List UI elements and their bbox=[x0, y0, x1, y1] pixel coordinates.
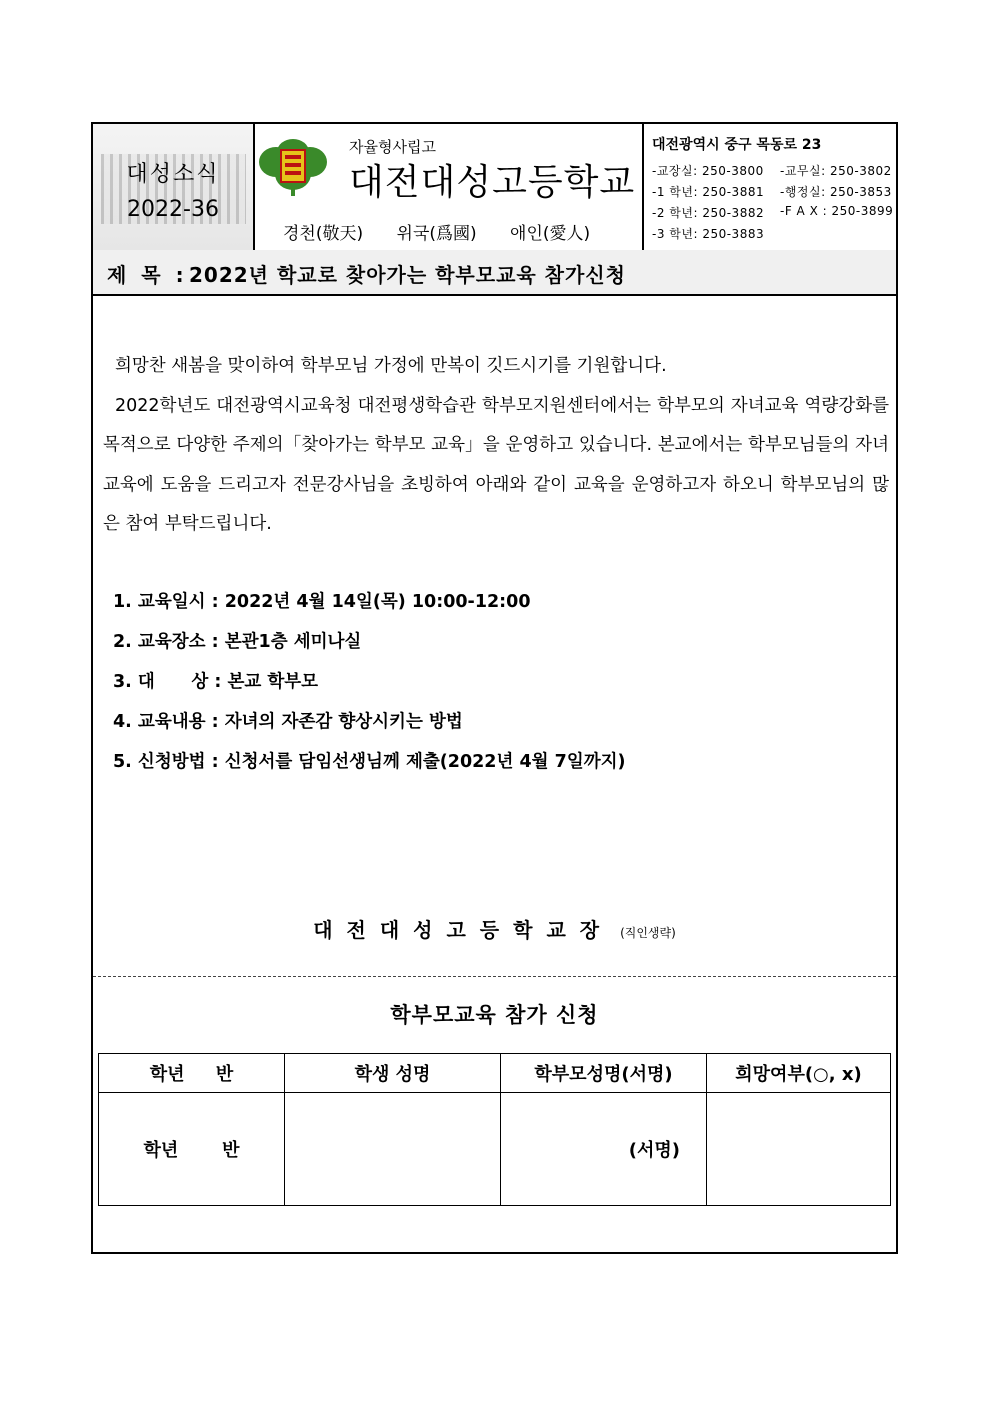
class-cell[interactable]: 학년 반 bbox=[99, 1093, 285, 1206]
motto: 경천(敬天) bbox=[283, 224, 364, 244]
list-item: 5. 신청방법 : 신청서를 담임선생님께 제출(2022년 4월 7일까지) bbox=[113, 752, 626, 772]
col-wish: 희망여부(○, x) bbox=[707, 1054, 891, 1093]
list-item: 2. 교육장소 : 본관1층 세미나실 bbox=[113, 632, 362, 652]
col-class: 학년 반 bbox=[99, 1054, 285, 1093]
school-mottos bbox=[283, 219, 618, 244]
phone-grade2: -2 학년: 250-3882 bbox=[652, 206, 765, 220]
principal-name: 대전대성고등학교장 bbox=[313, 918, 614, 942]
phone-admin: -행정실: 250-3853 bbox=[780, 185, 892, 199]
table-header-row bbox=[99, 1054, 891, 1093]
issue-box bbox=[93, 124, 255, 250]
contact-box bbox=[642, 124, 896, 250]
subject-title: 2022년 학교로 찾아가는 학부모교육 참가신청 bbox=[189, 263, 626, 287]
motto: 위국(爲國) bbox=[396, 224, 477, 244]
letter-header bbox=[93, 124, 896, 252]
phone-teachers-office: -교무실: 250-3802 bbox=[780, 164, 892, 178]
school-name: 대전대성고등학교 bbox=[349, 162, 636, 203]
phone-grade1: -1 학년: 250-3881 bbox=[652, 185, 765, 199]
greeting: 희망찬 새봄을 맞이하여 학부모님 가정에 만복이 깃드시기를 기원합니다. bbox=[115, 356, 667, 376]
col-parent: 학부모성명(서명) bbox=[501, 1054, 707, 1093]
school-subtitle: 자율형사립고 bbox=[349, 138, 436, 156]
body-paragraph: 2022학년도 대전광역시교육청 대전평생학습관 학부모지원센터에서는 학부모의 자녀교육 역량강화를 목적으로 다양한 주제의「찾아가는 학부모 교육」을 운영하고 있습니다. 본교에서는 학부모님들의 자녀교육에 도움을 드리고자 전문강사님을 초빙하여 아래와 같이 교육을 운영하고자 하오니 학부모님의 많은 참여 부탁드립니다. bbox=[103, 395, 889, 534]
seal-note: (직인생략) bbox=[620, 926, 676, 940]
cut-line bbox=[93, 976, 896, 977]
issue-number: 2022-36 bbox=[127, 197, 219, 222]
school-emblem-icon bbox=[257, 138, 329, 198]
phone-principal: -교장실: 250-3800 bbox=[652, 164, 764, 178]
phone-fax: -F A X : 250-3899 bbox=[780, 204, 894, 218]
motto: 애인(愛人) bbox=[510, 224, 591, 244]
list-item: 3. 대 상 : 본교 학부모 bbox=[113, 672, 319, 692]
letter-body bbox=[103, 347, 889, 545]
parent-sign-cell[interactable]: (서명) bbox=[501, 1093, 707, 1206]
col-student: 학생 성명 bbox=[285, 1054, 501, 1093]
principal-signature bbox=[93, 914, 896, 943]
document-frame bbox=[91, 122, 898, 1254]
phone-grade3: -3 학년: 250-3883 bbox=[652, 227, 765, 241]
details-list bbox=[113, 582, 626, 782]
issue-title: 대성소식 bbox=[126, 162, 220, 187]
school-box bbox=[253, 124, 644, 250]
school-address: 대전광역시 중구 목동로 23 bbox=[652, 137, 822, 153]
student-name-cell[interactable] bbox=[285, 1093, 501, 1206]
list-item: 4. 교육내용 : 자녀의 자존감 향상시키는 방법 bbox=[113, 712, 463, 732]
table-row bbox=[99, 1093, 891, 1206]
list-item: 1. 교육일시 : 2022년 4월 14일(목) 10:00-12:00 bbox=[113, 592, 531, 612]
subject-label: 제 목 : bbox=[107, 263, 188, 287]
subject-bar bbox=[93, 250, 896, 296]
wish-cell[interactable] bbox=[707, 1093, 891, 1206]
form-title: 학부모교육 참가 신청 bbox=[390, 1003, 599, 1027]
application-table bbox=[98, 1053, 891, 1206]
